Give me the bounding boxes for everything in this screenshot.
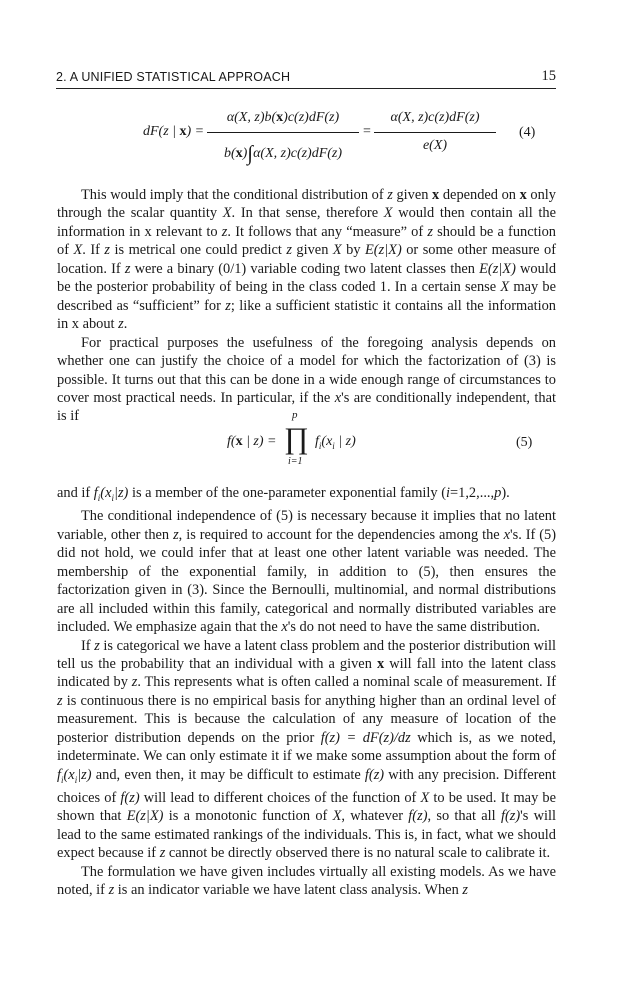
- equation-5-label: (5): [516, 435, 533, 450]
- page-number: 15: [541, 68, 556, 84]
- equation-5-upper-limit: p: [292, 409, 298, 421]
- equation-5: [0, 0, 623, 480]
- equation-5-lower-limit: i=1: [288, 456, 303, 467]
- equation-4-numerator-2: α(X, z)c(z)dF(z): [390, 110, 480, 125]
- equation-4-denominator-2: e(X): [422, 138, 448, 153]
- equation-5-lhs: f(x | z) =: [227, 434, 277, 449]
- equation-4-label: (4): [519, 125, 536, 140]
- equation-5-term: $f_i(x_i$ | z): [315, 434, 356, 451]
- integral-sign: ∫: [247, 141, 254, 165]
- equation-4-numerator-1: α(X, z)b(x)c(z)dF(z): [226, 110, 340, 125]
- product-sign: ∏: [284, 422, 309, 455]
- equation-4-denominator-1: b(x)∫α(X, z)c(z)dF(z): [223, 141, 343, 165]
- equation-4-lhs: dF(z | x) =: [143, 124, 205, 139]
- paragraph-2: and if $f_i(x_i|z)$ is a member of the one-parameter exponential family (i=1,2,...,p). The conditional independence of (5) is necessary because it implies that no latent variable, other then z, is required to account for the dependencies among the x's. If (5) did not hold, we could infer that at least one other latent variable was needed. The membership of the exponential family, in addition to (5), then ensures the factorization given in (3). Since the Bernoulli, multinomial, and normal distributions are all included within this family, categorical and normally distributed variables are included. We emphasize again that the x's do not need to have the same distribution. If z is categorical we have a latent class problem and the posterior distribution will tell us the probability that an individual with a given x will fall into the latent class indicated by z. This represents what is often called a nominal scale of measurement. If z is continuous there is no empirical basis for anything higher than an ordinal level of measurement. This is because the calculation of any measure of location of the posterior distribution depends on the prior f(z) = dF(z)/dz which is, as we noted, indeterminate. We can only estimate it if we make some assumption about the form of $f_i(x_i|z)$ and, even then, it may be difficult to estimate f(z) with any precision. Different choices of f(z) will lead to different choices of the function of X to be used. It may be shown that E(z|X) is a monotonic function of X, whatever f(z), so that all f(z)'s will lead to the same estimated rankings of the individuals. This is, in fact, what we should expect because if z cannot be directly observed there is no natural scale to calibrate it. The formulation we have given includes virtually all existing models. As we have noted, if z is an indicator variable we have latent class analysis. When z: [57, 485, 557, 899]
- equation-4-equals: =: [363, 124, 371, 139]
- paragraph-1: This would imply that the conditional distribution of z given x depended on x only through the scalar quantity X. In that sense, therefore X would then contain all the information in x relevant to z. It follows that any “measure” of z should be a function of X. If z is metrical one could predict z given X by E(z|X) or some other measure of location. If z were a binary (0/1) variable coding two latent classes then E(z|X) would be the posterior probability of being in the class coded 1. In a certain sense X may be described as “sufficient” for z; like a sufficient statistic it contains all the information in x about z. For practical purposes the usefulness of the foregoing analysis depends on whether one can justify the choice of a model for which the factorization of (3) is possible. It turns out that this can be done in a wide enough range of circumstances to cover most practical needs. In particular, if the x's are conditionally independent, that is if: [57, 187, 557, 425]
- chapter-title: 2. A UNIFIED STATISTICAL APPROACH: [56, 70, 291, 84]
